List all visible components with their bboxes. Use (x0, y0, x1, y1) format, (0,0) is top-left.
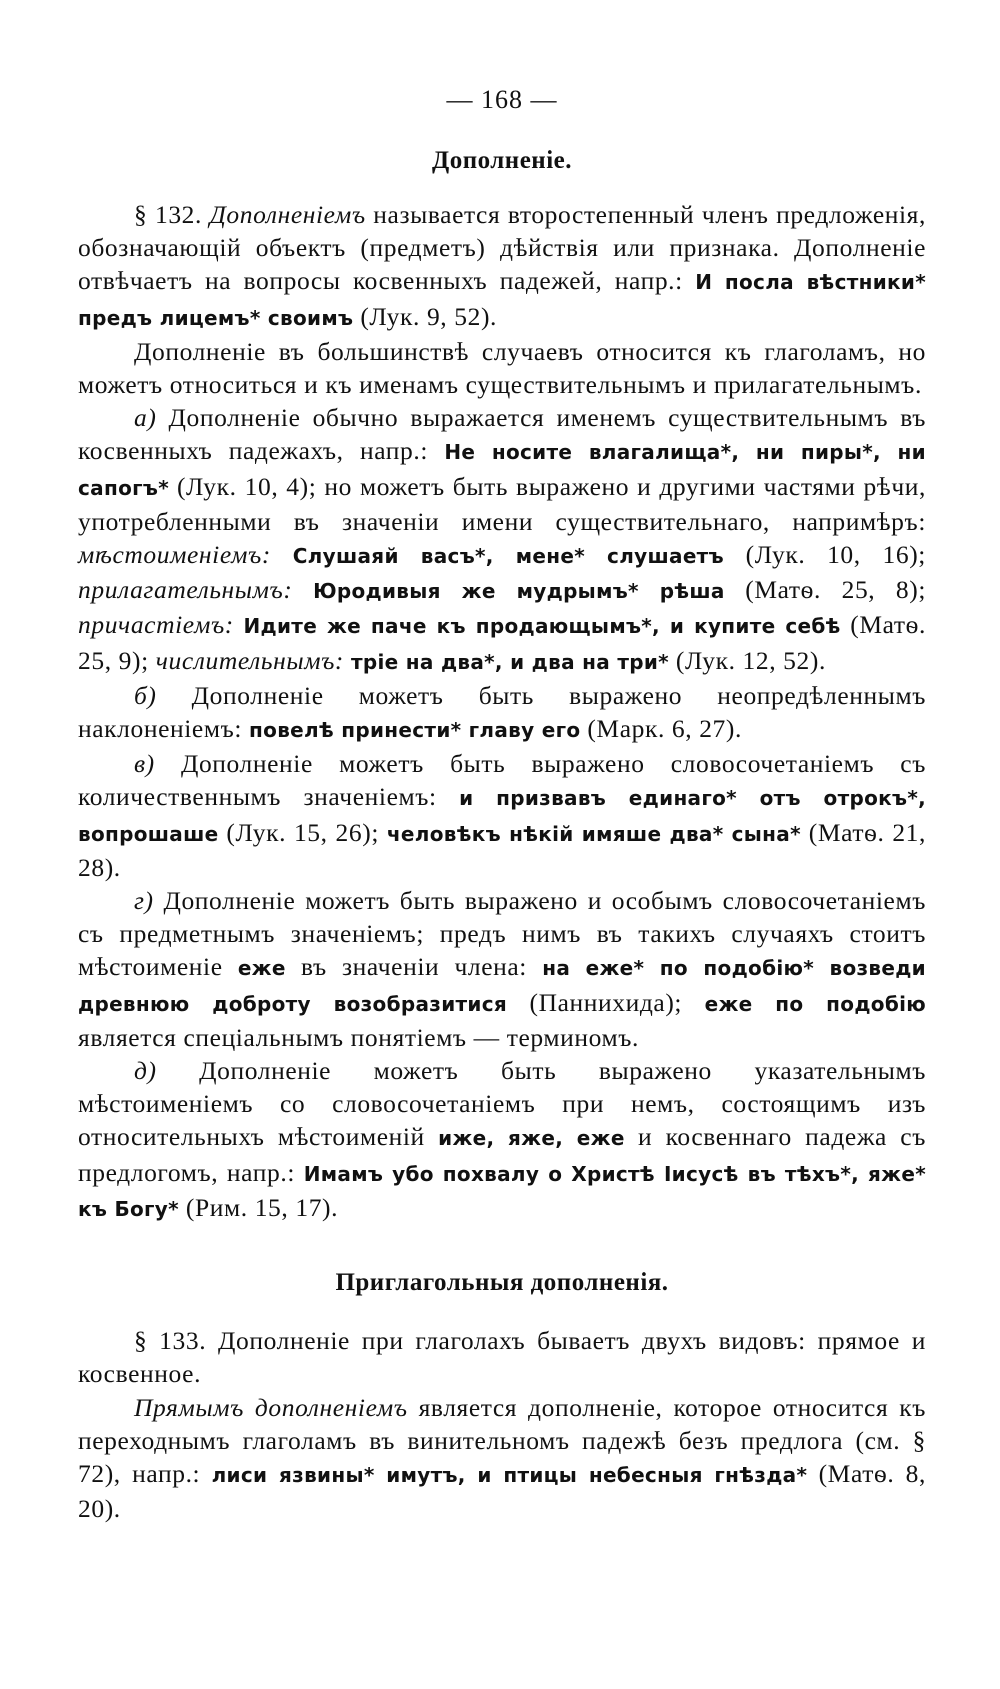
text: является спеціальнымъ понятіемъ — терминомъ. (78, 1022, 639, 1052)
section-heading-verbal-complements: Приглагольныя дополненія. (335, 1269, 669, 1297)
text (234, 610, 244, 639)
term-italic: прилагательнымъ: (78, 575, 293, 605)
term-italic: Дополненіемъ (209, 200, 366, 229)
text: (Лук. 12, 52). (668, 645, 826, 675)
text: § 132. (134, 200, 210, 229)
church-slavonic-quote: повелѣ принести* главу его (249, 718, 581, 743)
church-slavonic-quote: еже (237, 956, 286, 981)
paragraph-a (78, 401, 926, 679)
term-italic: причастіемъ: (78, 610, 234, 640)
church-slavonic-quote: трiе на два*, и два на три* (351, 649, 669, 674)
text: (Лук. 10, 4); но можетъ быть выражено и другими частями рѣчи, употребленными въ значеніи имени существительнаго, напримѣръ: (78, 471, 926, 536)
paragraph-b (78, 679, 926, 747)
item-letter-a: а) (134, 403, 157, 433)
text: и косвеннаго падежа съ предлогомъ, напр.: (78, 1122, 927, 1187)
paragraph-v (78, 747, 926, 884)
text: называется второстепенный членъ предложенія, обозначающій объектъ (предметъ) дѣйствія или признака. Дополненіе отвѣчаетъ на вопросы косвенныхъ падежей, напр.: (78, 200, 926, 296)
text (344, 646, 351, 675)
church-slavonic-quote: и призвавъ единаго* отъ отрокъ*, вопрошаше (78, 786, 926, 846)
citation: (Рим. 15, 17). (178, 1192, 339, 1222)
church-slavonic-quote: И посла вѣстники* предъ лицемъ* своимъ (78, 270, 927, 330)
paragraph-132 (78, 198, 926, 335)
item-letter-v: в) (134, 749, 155, 779)
paragraph-133: § 133. Дополненіе при глаголахъ бываетъ двухъ видовъ: прямое и косвенное. (78, 1326, 926, 1389)
church-slavonic-quote: иже, яже, еже (438, 1126, 625, 1151)
church-slavonic-quote: на еже* по подобію* возведи древнюю доброту возобразитися (78, 956, 926, 1016)
text: (Матѳ. 25, 9); (78, 610, 926, 675)
citation: (Матѳ. 21, 28). (78, 817, 927, 882)
text: (Лук. 15, 26); (218, 817, 387, 847)
text: Дополненіе можетъ быть выражено указательнымъ мѣстоименіемъ со словосочетаніемъ при немъ, состоящимъ изъ относительныхъ мѣстоименій (78, 1056, 926, 1152)
citation: (Лук. 9, 52). (353, 301, 498, 331)
paragraph-g (78, 884, 926, 1054)
church-slavonic-quote: Юродивыя же мудрымъ* рѣша (313, 579, 725, 604)
text: въ значеніи члена: (285, 952, 543, 982)
church-slavonic-quote: Имамъ убо похвалу о Христѣ Іисусѣ въ тѣхъ*, яже* къ Богу* (78, 1161, 926, 1221)
book-page (78, 82, 926, 1525)
text (271, 540, 293, 569)
church-slavonic-quote: еже по подобію (704, 991, 926, 1016)
page-number: — 168 — (446, 85, 558, 114)
section-heading-complement: Дополненіе. (432, 147, 572, 174)
paragraph-general: Дополненіе въ большинствѣ случаевъ относится къ глаголамъ, но можетъ относиться и къ именамъ существительнымъ и прилагательнымъ. (78, 336, 926, 400)
text: (Лук. 10, 16); (723, 540, 926, 570)
church-slavonic-quote: Не носите влагалища*, ни пиры*, ни сапогъ* (78, 440, 926, 500)
church-slavonic-quote: человѣкъ нѣкій имяше два* сына* (386, 821, 801, 846)
paragraph-d (78, 1054, 926, 1226)
text: Дополненіе можетъ быть выражено неопредѣленнымъ наклоненіемъ: (78, 680, 926, 744)
text: Дополненіе можетъ быть выражено и особымъ словосочетаніемъ съ предметнымъ значеніемъ; предъ нимъ въ такихъ случаяхъ стоитъ мѣстоименіе (78, 886, 926, 982)
text: является дополненіе, которое относится къ переходнымъ глаголамъ въ винительномъ падежѣ безъ предлога (см. § 72), напр.: (78, 1392, 927, 1488)
citation: (Матѳ. 8, 20). (78, 1458, 926, 1524)
item-letter-g: г) (134, 886, 154, 916)
item-letter-b: б) (134, 680, 157, 710)
term-italic: Прямымъ дополненіемъ (134, 1392, 408, 1422)
text: (Матѳ. 25, 8); (724, 575, 927, 605)
text (292, 575, 313, 604)
text: Дополненіе обычно выражается именемъ существительнымъ въ косвенныхъ падежахъ, напр.: (78, 403, 926, 466)
church-slavonic-quote: Идите же паче къ продающымъ*, и купите себѣ (243, 614, 841, 639)
term-italic: числительнымъ: (155, 645, 345, 675)
text: (Паннихида); (507, 987, 705, 1017)
term-italic: мѣстоименіемъ: (78, 540, 271, 570)
text: Дополненіе можетъ быть выражено словосочетаніемъ съ количественнымъ значеніемъ: (78, 749, 926, 812)
church-slavonic-quote: Слушаяй васъ*, мене* слушаетъ (292, 544, 724, 569)
paragraph-direct-object (78, 1391, 926, 1526)
citation: (Марк. 6, 27). (580, 714, 742, 744)
item-letter-d: д) (134, 1056, 157, 1086)
church-slavonic-quote: лиси язвины* имутъ, и птицы небесныя гнѣзда* (211, 1462, 808, 1487)
